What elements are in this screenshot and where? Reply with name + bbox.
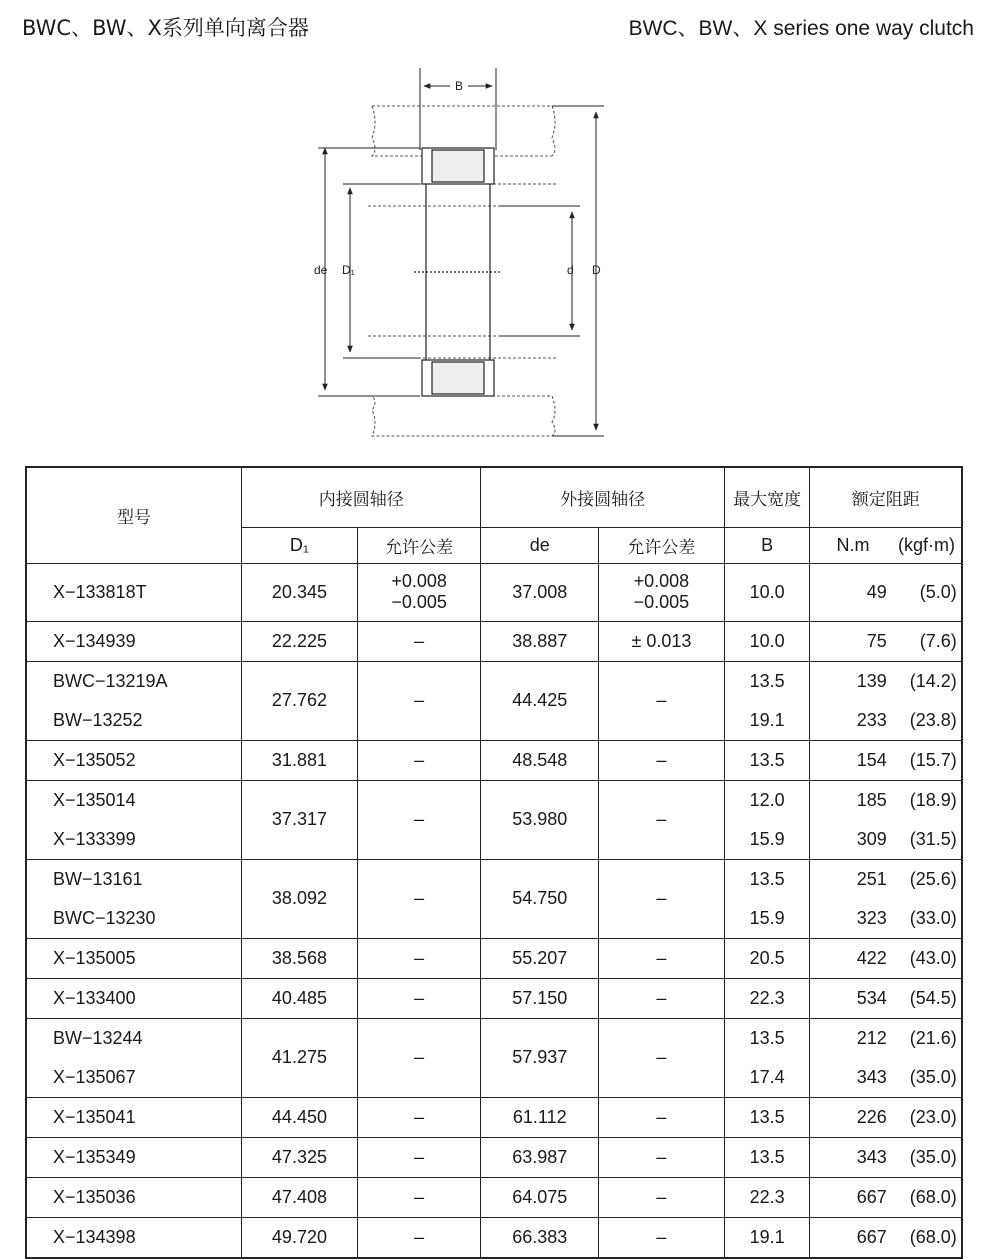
width-b-cell-line: 15.9 — [749, 907, 785, 928]
tol-inner-cell — [357, 1217, 481, 1258]
width-b-cell — [724, 1137, 810, 1177]
label-de: de — [314, 263, 328, 277]
tol-inner-cell-value: – — [414, 1047, 425, 1067]
header-outer-group: 外接圆轴径 — [481, 467, 724, 527]
model-cell — [26, 1018, 242, 1097]
tol-outer-cell-value: – — [656, 987, 667, 1008]
tol-outer-cell — [599, 1018, 725, 1097]
tol-inner-cell — [357, 1177, 481, 1217]
de-cell: 48.548 — [481, 740, 599, 780]
tol-outer-cell-value: – — [656, 1226, 667, 1247]
tol-outer-cell-value: +0.008 — [633, 571, 690, 591]
tol-outer-cell — [599, 859, 725, 938]
torque-line — [810, 781, 961, 820]
width-b-cell-line: 13.5 — [749, 670, 785, 691]
d1-cell: 41.275 — [242, 1018, 358, 1097]
model-cell — [26, 1217, 242, 1258]
d1-cell: 47.408 — [242, 1177, 358, 1217]
de-cell: 63.987 — [481, 1137, 599, 1177]
table-row — [26, 938, 962, 978]
model-cell-line: X−135005 — [53, 947, 136, 968]
model-cell-line: X−134939 — [53, 630, 136, 651]
torque-nm: 343 — [856, 1066, 887, 1087]
torque-kgfm: (15.7) — [909, 749, 957, 770]
tol-inner-cell-value: – — [414, 1186, 425, 1207]
tol-inner-cell — [357, 938, 481, 978]
torque-cell — [810, 1177, 962, 1217]
tol-outer-cell — [599, 1177, 725, 1217]
model-cell — [26, 740, 242, 780]
model-cell — [26, 563, 242, 621]
torque-nm: 309 — [856, 828, 887, 849]
width-b-cell — [724, 978, 810, 1018]
width-b-cell — [724, 621, 810, 661]
width-b-cell — [724, 563, 810, 621]
torque-line — [810, 899, 961, 938]
tol-inner-cell — [357, 740, 481, 780]
table-row — [26, 1217, 962, 1258]
model-cell-line: BWC−13219A — [53, 670, 168, 691]
torque-cell — [810, 621, 962, 661]
torque-line — [810, 820, 961, 859]
torque-nm: 323 — [856, 907, 887, 928]
torque-line — [810, 939, 961, 978]
torque-kgfm: (21.6) — [909, 1027, 957, 1048]
model-cell — [26, 1137, 242, 1177]
label-b: B — [455, 79, 464, 93]
model-cell — [26, 938, 242, 978]
torque-nm: 154 — [856, 749, 887, 770]
torque-line — [810, 1178, 961, 1217]
torque-line — [810, 979, 961, 1018]
tol-inner-cell — [357, 978, 481, 1018]
label-d1: D₁ — [342, 263, 355, 277]
clutch-body — [414, 148, 500, 396]
de-cell: 57.937 — [481, 1018, 599, 1097]
header-max-width: 最大宽度 — [724, 467, 810, 527]
width-b-cell — [724, 1177, 810, 1217]
torque-kgfm: (43.0) — [909, 947, 957, 968]
tol-inner-cell-value: −0.005 — [391, 592, 447, 612]
title-chinese: BWC、BW、X系列单向离合器 — [22, 16, 309, 40]
d1-cell: 40.485 — [242, 978, 358, 1018]
tol-outer-cell-value: – — [656, 690, 667, 710]
model-cell — [26, 1177, 242, 1217]
tol-inner-cell-value: – — [414, 690, 425, 710]
de-cell: 54.750 — [481, 859, 599, 938]
torque-line — [810, 1019, 961, 1058]
width-b-cell-line: 13.5 — [749, 868, 785, 889]
width-b-cell — [724, 1018, 810, 1097]
torque-kgfm: (35.0) — [909, 1146, 957, 1167]
d1-cell: 27.762 — [242, 661, 358, 740]
torque-cell — [810, 1018, 962, 1097]
d1-cell: 22.225 — [242, 621, 358, 661]
tol-inner-cell — [357, 661, 481, 740]
tol-inner-cell-value: – — [414, 987, 425, 1008]
de-cell: 57.150 — [481, 978, 599, 1018]
de-cell: 37.008 — [481, 563, 599, 621]
model-cell-line: X−135349 — [53, 1146, 136, 1167]
torque-line — [810, 1058, 961, 1097]
width-b-cell-line: 10.0 — [749, 630, 785, 651]
tol-outer-cell — [599, 780, 725, 859]
header-kgfm: (kgf·m) — [898, 534, 955, 555]
torque-cell — [810, 978, 962, 1018]
clutch-cross-section-diagram — [0, 60, 1000, 450]
table-row — [26, 859, 962, 938]
table-body — [26, 563, 962, 1258]
torque-line — [810, 1218, 961, 1257]
torque-nm: 233 — [856, 709, 887, 730]
tol-inner-cell-value: – — [414, 947, 425, 968]
tol-outer-cell-value: – — [656, 749, 667, 770]
width-b-cell-line: 19.1 — [749, 709, 785, 730]
torque-cell — [810, 1137, 962, 1177]
tol-inner-cell — [357, 1137, 481, 1177]
torque-cell — [810, 661, 962, 740]
torque-nm: 667 — [856, 1226, 887, 1247]
torque-kgfm: (33.0) — [909, 907, 957, 928]
model-cell-line: BW−13161 — [53, 868, 143, 889]
d1-cell: 37.317 — [242, 780, 358, 859]
torque-kgfm: (54.5) — [909, 987, 957, 1008]
header-model: 型号 — [26, 467, 242, 563]
torque-kgfm: (68.0) — [909, 1186, 957, 1207]
d1-cell: 38.568 — [242, 938, 358, 978]
torque-cell — [810, 740, 962, 780]
tol-outer-cell-value: – — [656, 1146, 667, 1167]
torque-cell — [810, 780, 962, 859]
tol-outer-cell-value: −0.005 — [633, 592, 690, 612]
width-b-cell — [724, 740, 810, 780]
torque-kgfm: (7.6) — [919, 630, 957, 651]
tol-outer-cell — [599, 1137, 725, 1177]
tol-outer-cell — [599, 978, 725, 1018]
header-tol-outer: 允许公差 — [599, 527, 725, 563]
torque-cell — [810, 563, 962, 621]
table-row — [26, 563, 962, 621]
tol-outer-cell-value: – — [656, 809, 667, 829]
title-english: BWC、BW、X series one way clutch — [628, 17, 974, 40]
width-b-cell — [724, 1217, 810, 1258]
width-b-cell-line: 13.5 — [749, 1106, 785, 1127]
d1-cell: 20.345 — [242, 563, 358, 621]
width-b-cell-line: 12.0 — [749, 789, 785, 810]
header-rated-torque: 额定阻距 — [810, 467, 962, 527]
header-d1: D₁ — [242, 527, 358, 563]
label-outer-d: D — [592, 263, 601, 277]
tol-outer-cell — [599, 563, 725, 621]
torque-line — [810, 701, 961, 740]
table-row — [26, 978, 962, 1018]
table-row — [26, 661, 962, 740]
width-b-cell-line: 13.5 — [749, 1146, 785, 1167]
width-b-cell-line: 13.5 — [749, 1027, 785, 1048]
torque-nm: 75 — [866, 630, 887, 651]
model-cell-line: X−135014 — [53, 789, 136, 810]
torque-cell — [810, 1217, 962, 1258]
model-cell — [26, 780, 242, 859]
header-torque-units — [810, 527, 962, 563]
torque-kgfm: (14.2) — [909, 670, 957, 691]
width-b-cell-line: 15.9 — [749, 828, 785, 849]
torque-line — [810, 622, 961, 661]
header-de: de — [481, 527, 599, 563]
width-b-cell-line: 10.0 — [749, 581, 785, 602]
tol-inner-cell-value: – — [414, 1226, 425, 1247]
table-row — [26, 1097, 962, 1137]
model-cell — [26, 661, 242, 740]
torque-nm: 49 — [866, 581, 887, 602]
width-b-cell-line: 20.5 — [749, 947, 785, 968]
tol-outer-cell-value: – — [656, 1186, 667, 1207]
tol-outer-cell-value: – — [656, 888, 667, 908]
tol-inner-cell — [357, 563, 481, 621]
torque-kgfm: (25.6) — [909, 868, 957, 889]
model-cell-line: BW−13244 — [53, 1027, 143, 1048]
tol-inner-cell — [357, 859, 481, 938]
model-cell — [26, 621, 242, 661]
torque-kgfm: (35.0) — [909, 1066, 957, 1087]
tol-inner-cell-value: +0.008 — [391, 571, 447, 591]
d1-cell: 38.092 — [242, 859, 358, 938]
tol-inner-cell-value: – — [414, 630, 425, 651]
tol-inner-cell — [357, 621, 481, 661]
tol-inner-cell — [357, 1097, 481, 1137]
torque-line — [810, 573, 961, 612]
width-b-cell-line: 22.3 — [749, 987, 785, 1008]
tol-inner-cell — [357, 780, 481, 859]
tol-inner-cell-value: – — [414, 1146, 425, 1167]
table-row — [26, 740, 962, 780]
model-cell-line: X−133400 — [53, 987, 136, 1008]
tol-outer-cell — [599, 621, 725, 661]
de-cell: 66.383 — [481, 1217, 599, 1258]
table-row — [26, 1137, 962, 1177]
tol-outer-cell — [599, 1097, 725, 1137]
tol-inner-cell-value: – — [414, 1106, 425, 1127]
header-inner-group: 内接圆轴径 — [242, 467, 481, 527]
model-cell — [26, 1097, 242, 1137]
torque-nm: 422 — [856, 947, 887, 968]
torque-line — [810, 1138, 961, 1177]
tol-outer-cell-value: ± 0.013 — [631, 630, 692, 651]
de-cell: 64.075 — [481, 1177, 599, 1217]
tol-inner-cell — [357, 1018, 481, 1097]
width-b-cell-line: 13.5 — [749, 749, 785, 770]
torque-line — [810, 662, 961, 701]
torque-nm: 534 — [856, 987, 887, 1008]
table-row — [26, 621, 962, 661]
width-b-cell — [724, 1097, 810, 1137]
torque-line — [810, 1098, 961, 1137]
model-cell-line: X−135036 — [53, 1186, 136, 1207]
tol-outer-cell — [599, 938, 725, 978]
clutch-spec-table — [25, 466, 963, 1259]
model-cell-line: X−133818T — [53, 581, 147, 602]
model-cell-line: X−135067 — [53, 1066, 136, 1087]
model-cell-line: BW−13252 — [53, 709, 143, 730]
tol-outer-cell-value: – — [656, 1106, 667, 1127]
width-b-cell — [724, 661, 810, 740]
torque-kgfm: (23.8) — [909, 709, 957, 730]
width-b-cell-line: 19.1 — [749, 1226, 785, 1247]
torque-cell — [810, 938, 962, 978]
torque-kgfm: (31.5) — [909, 828, 957, 849]
model-cell-line: X−134398 — [53, 1226, 136, 1247]
model-cell — [26, 978, 242, 1018]
table-row — [26, 780, 962, 859]
torque-line — [810, 860, 961, 899]
table-row — [26, 1177, 962, 1217]
torque-nm: 343 — [856, 1146, 887, 1167]
table-row — [26, 1018, 962, 1097]
de-cell: 38.887 — [481, 621, 599, 661]
torque-kgfm: (68.0) — [909, 1226, 957, 1247]
tol-outer-cell-value: – — [656, 1047, 667, 1067]
width-b-cell-line: 22.3 — [749, 1186, 785, 1207]
de-cell: 44.425 — [481, 661, 599, 740]
d1-cell: 47.325 — [242, 1137, 358, 1177]
model-cell — [26, 859, 242, 938]
model-cell-line: BWC−13230 — [53, 907, 156, 928]
header-b: B — [724, 527, 810, 563]
tol-outer-cell — [599, 661, 725, 740]
d1-cell: 44.450 — [242, 1097, 358, 1137]
tol-outer-cell — [599, 740, 725, 780]
width-b-cell — [724, 780, 810, 859]
torque-cell — [810, 1097, 962, 1137]
torque-nm: 139 — [856, 670, 887, 691]
d1-cell: 31.881 — [242, 740, 358, 780]
tol-inner-cell-value: – — [414, 809, 425, 829]
tol-outer-cell — [599, 1217, 725, 1258]
tol-outer-cell-value: – — [656, 947, 667, 968]
torque-nm: 226 — [856, 1106, 887, 1127]
torque-cell — [810, 859, 962, 938]
d1-cell: 49.720 — [242, 1217, 358, 1258]
model-cell-line: X−133399 — [53, 828, 136, 849]
torque-nm: 667 — [856, 1186, 887, 1207]
header-tol-inner: 允许公差 — [357, 527, 481, 563]
de-cell: 61.112 — [481, 1097, 599, 1137]
torque-nm: 251 — [856, 868, 887, 889]
tol-inner-cell-value: – — [414, 749, 425, 770]
label-d: d — [567, 263, 574, 277]
width-b-cell — [724, 859, 810, 938]
de-cell: 55.207 — [481, 938, 599, 978]
torque-kgfm: (23.0) — [909, 1106, 957, 1127]
torque-line — [810, 741, 961, 780]
model-cell-line: X−135052 — [53, 749, 136, 770]
width-b-cell — [724, 938, 810, 978]
torque-nm: 212 — [856, 1027, 887, 1048]
torque-kgfm: (5.0) — [919, 581, 957, 602]
model-cell-line: X−135041 — [53, 1106, 136, 1127]
torque-kgfm: (18.9) — [909, 789, 957, 810]
de-cell: 53.980 — [481, 780, 599, 859]
width-b-cell-line: 17.4 — [749, 1066, 785, 1087]
torque-nm: 185 — [856, 789, 887, 810]
header-nm: N.m — [836, 534, 870, 555]
tol-inner-cell-value: – — [414, 888, 425, 908]
